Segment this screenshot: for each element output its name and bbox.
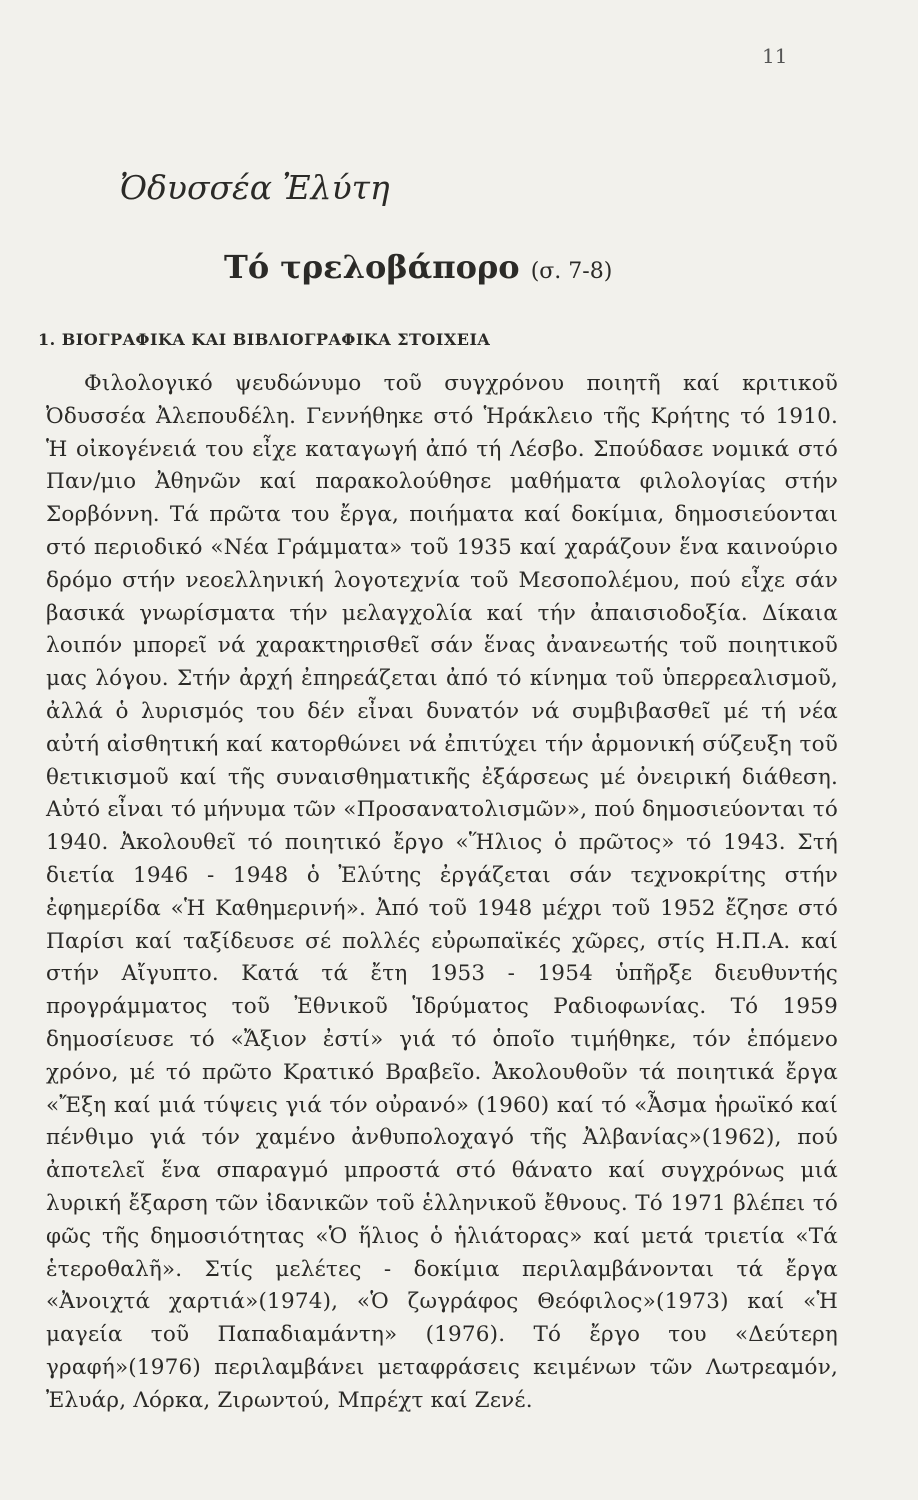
poem-title: Τό τρελοβάπορο [224,248,520,286]
page-number: 11 [762,44,788,68]
section-heading: 1. ΒΙΟΓΡΑΦΙΚΑ ΚΑΙ ΒΙΒΛΙΟΓΡΑΦΙΚΑ ΣΤΟΙΧΕΙΑ [38,330,491,349]
author-heading: Ὀδυσσέα Ἐλύτη [120,168,390,207]
page-range: (σ. 7-8) [530,259,613,284]
biography-paragraph: Φιλολογικό ψευδώνυμο τοῦ συγχρόνου ποιητῆ καί κριτικοῦ Ὀδυσσέα Ἀλεπουδέλη. Γεννήθηκε στό Ἡράκλειο τῆς Κρήτης τό 1910. Ἡ οἰκογένειά του εἶχε καταγωγή ἀπό τή Λέσβο. Σπούδασε νομικά στό Παν/μιο Ἀθηνῶν καί παρακολούθησε μαθήματα φιλολογίας στήν Σορβόννη. Τά πρῶτα του ἔργα, ποιήματα καί δοκίμια, δημοσιεύονται στό περιοδικό «Νέα Γράμματα» τοῦ 1935 καί χαράζουν ἕνα καινούριο δρόμο στήν νεοελληνική λογοτεχνία τοῦ Μεσοπολέμου, πού εἶχε σάν βασικά γνωρίσματα τήν μελαγχολία καί τήν ἀπαισιοδοξία. Δίκαια λοιπόν μπορεῖ νά χαρακτηρισθεῖ σάν ἕνας ἀνανεωτής τοῦ ποιητικοῦ μας λόγου. Στήν ἀρχή ἐπηρεάζεται ἀπό τό κίνημα τοῦ ὑπερρεαλισμοῦ, ἀλλά ὁ λυρισμός του δέν εἶναι δυνατόν νά συμβιβασθεῖ μέ τή νέα αὐτή αἰσθητική καί κατορθώνει νά ἐπιτύχει τήν ἁρμονική σύζευξη τοῦ θετικισμοῦ καί τῆς συναισθηματικῆς ἐξάρσεως μέ ὀνειρική διάθεση. Αὐτό εἶναι τό μήνυμα τῶν «Προσανατολισμῶν», πού δημοσιεύονται τό 1940. Ἀκολουθεῖ τό ποιητικό ἔργο «Ἥλιος ὁ πρῶτος» τό 1943. Στή διετία 1946 - 1948 ὁ Ἐλύτης ἐργάζεται σάν τεχνοκρίτης στήν ἐφημερίδα «Ἡ Καθημερινή». Ἀπό τοῦ 1948 μέχρι τοῦ 1952 ἔζησε στό Παρίσι καί ταξίδευσε σέ πολλές εὐρωπαϊκές χῶρες, στίς Η.Π.Α. καί στήν Αἴγυπτο. Κατά τά ἔτη 1953 - 1954 ὑπῆρξε διευθυντής προγράμματος τοῦ Ἐθνικοῦ Ἱδρύματος Ραδιοφωνίας. Τό 1959 δημοσίευσε τό «Ἄξιον ἐστί» γιά τό ὁποῖο τιμήθηκε, τόν ἑπόμενο χρόνο, μέ τό πρῶτο Κρατικό Βραβεῖο. Ἀκολουθοῦν τά ποιητικά ἔργα «Ἔξη καί μιά τύψεις γιά τόν οὐρανό» (1960) καί τό «Ἆσμα ἡρωϊκό καί πένθιμο γιά τόν χαμένο ἀνθυπολοχαγό τῆς Ἀλβανίας»(1962), πού ἀποτελεῖ ἕνα σπαραγμό μπροστά στό θάνατο καί συγχρόνως μιά λυρική ἔξαρση τῶν ἰδανικῶν τοῦ ἑλληνικοῦ ἔθνους. Τό 1971 βλέπει τό φῶς τῆς δημοσιότητας «Ὁ ἥλιος ὁ ἡλιάτορας» καί μετά τριετία «Τά ἑτεροθαλῆ». Στίς μελέτες - δοκίμια περιλαμβάνονται τά ἔργα «Ἀνοιχτά χαρτιά»(1974), «Ὁ ζωγράφος Θεόφιλος»(1973) καί «Ἡ μαγεία τοῦ Παπαδιαμάντη» (1976). Τό ἔργο του «Δεύτερη γραφή»(1976) περιλαμβάνει μεταφράσεις κειμένων τῶν Λωτρεαμόν, Ἐλυάρ, Λόρκα, Ζιρωντού, Μπρέχτ καί Ζενέ. [46,371,838,1413]
poem-title-row [224,248,612,286]
